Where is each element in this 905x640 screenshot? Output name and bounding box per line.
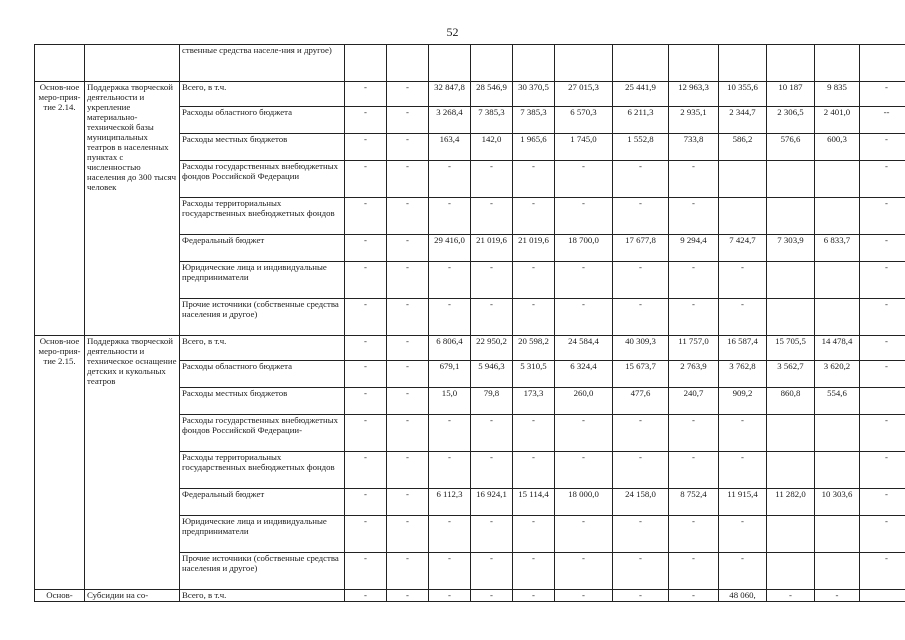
- cell-value: -: [860, 553, 905, 590]
- cell-value: -: [471, 198, 513, 235]
- cell-value: -: [429, 516, 471, 553]
- cell-value: -: [613, 415, 669, 452]
- cell-value: -: [860, 452, 905, 489]
- cell-value: -: [471, 262, 513, 299]
- cell-value: 1 552,8: [613, 134, 669, 161]
- cell-value: -: [387, 361, 429, 388]
- cell-value: -: [429, 415, 471, 452]
- cell-value: 2 401,0: [815, 107, 860, 134]
- cell-value: 6 324,4: [555, 361, 613, 388]
- cell-value: 21 019,6: [471, 235, 513, 262]
- cell-value: [767, 415, 815, 452]
- cell-value: [860, 45, 905, 82]
- cell-value: -: [429, 299, 471, 336]
- cell-value: 40 309,3: [613, 336, 669, 361]
- cell-value: 733,8: [669, 134, 719, 161]
- funding-source: Расходы территориальных государственных внебюджетных фондов: [180, 452, 345, 489]
- cell-value: -: [345, 489, 387, 516]
- cell-value: -: [513, 516, 555, 553]
- cell-value: 10 303,6: [815, 489, 860, 516]
- cell-value: 1 965,6: [513, 134, 555, 161]
- funding-source: Прочие источники (собственные средства населения и другое): [180, 553, 345, 590]
- cell-value: -: [555, 198, 613, 235]
- cell-value: -: [513, 262, 555, 299]
- cell-value: 15 705,5: [767, 336, 815, 361]
- cell-value: 24 584,4: [555, 336, 613, 361]
- cell-value: [345, 45, 387, 82]
- cell-value: -: [471, 415, 513, 452]
- funding-source: Всего, в т.ч.: [180, 82, 345, 107]
- cell-value: 15,0: [429, 388, 471, 415]
- cell-value: -: [669, 452, 719, 489]
- cell-value: 20 598,2: [513, 336, 555, 361]
- cell-value: 15 114,4: [513, 489, 555, 516]
- cell-value: -: [669, 516, 719, 553]
- cell-value: -: [860, 336, 905, 361]
- cell-value: 3 762,8: [719, 361, 767, 388]
- cell-value: -: [613, 452, 669, 489]
- cell-value: [669, 45, 719, 82]
- table-row: [35, 336, 905, 361]
- measure-title: Субсидии на со-: [85, 590, 180, 602]
- cell-value: 28 546,9: [471, 82, 513, 107]
- cell-value: -: [429, 262, 471, 299]
- cell-title: [85, 45, 180, 82]
- cell-value: 10 187: [767, 82, 815, 107]
- funding-source: Всего, в т.ч.: [180, 590, 345, 602]
- measure-title: Поддержка творческой деятельности и техническое оснащение детских и кукольных театров: [85, 336, 180, 590]
- cell-value: 7 303,9: [767, 235, 815, 262]
- measure-label: Основ-ное меро-прия-тие 2.15.: [35, 336, 85, 590]
- cell-value: -: [345, 452, 387, 489]
- cell-value: 2 306,5: [767, 107, 815, 134]
- cell-value: -: [860, 415, 905, 452]
- cell-value: -: [471, 516, 513, 553]
- cell-value: 2 344,7: [719, 107, 767, 134]
- cell-value: -: [387, 590, 429, 602]
- cell-value: -: [669, 198, 719, 235]
- cell-value: 477,6: [613, 388, 669, 415]
- funding-source: Расходы местных бюджетов: [180, 388, 345, 415]
- cell-value: -: [555, 415, 613, 452]
- cell-value: -: [613, 516, 669, 553]
- cell-value: 79,8: [471, 388, 513, 415]
- cell-value: 9 294,4: [669, 235, 719, 262]
- cell-value: [719, 45, 767, 82]
- cell-value: -: [860, 235, 905, 262]
- cell-value: -: [555, 262, 613, 299]
- cell-value: -: [429, 553, 471, 590]
- cell-value: [555, 45, 613, 82]
- cell-value: -: [513, 553, 555, 590]
- cell-value: [513, 45, 555, 82]
- cell-value: -: [860, 262, 905, 299]
- cell-value: 7 385,3: [471, 107, 513, 134]
- funding-source: Расходы государственных внебюджетных фондов Российской Федерации: [180, 161, 345, 198]
- cell-value: 11 915,4: [719, 489, 767, 516]
- table-row-partial: [35, 590, 905, 602]
- cell-value: [767, 299, 815, 336]
- cell-value: 163,4: [429, 134, 471, 161]
- cell-value: -: [860, 299, 905, 336]
- cell-value: 576,6: [767, 134, 815, 161]
- cell-value: -: [719, 516, 767, 553]
- cell-value: [767, 516, 815, 553]
- cell-value: 8 752,4: [669, 489, 719, 516]
- measure-label: Основ-: [35, 590, 85, 602]
- cell-value: 6 570,3: [555, 107, 613, 134]
- cell-value: -: [860, 82, 905, 107]
- cell-value: -: [387, 452, 429, 489]
- cell-value: 554,6: [815, 388, 860, 415]
- funding-source: Федеральный бюджет: [180, 489, 345, 516]
- funding-source: Расходы местных бюджетов: [180, 134, 345, 161]
- cell-value: -: [387, 161, 429, 198]
- cell-value: 30 370,5: [513, 82, 555, 107]
- cell-value: 1 745,0: [555, 134, 613, 161]
- cell-value: -: [669, 299, 719, 336]
- cell-value: -: [471, 299, 513, 336]
- cell-value: -: [613, 161, 669, 198]
- cell-value: -: [719, 262, 767, 299]
- cell-value: 17 677,8: [613, 235, 669, 262]
- cell-value: [815, 198, 860, 235]
- cell-value: -: [860, 516, 905, 553]
- cell-label: [35, 45, 85, 82]
- cell-value: 909,2: [719, 388, 767, 415]
- cell-value: -: [345, 553, 387, 590]
- cell-value: [767, 198, 815, 235]
- cell-value: -: [613, 553, 669, 590]
- cell-value: 260,0: [555, 388, 613, 415]
- cell-value: -: [513, 161, 555, 198]
- cell-value: 6 211,3: [613, 107, 669, 134]
- cell-value: 3 562,7: [767, 361, 815, 388]
- cell-value: -: [860, 161, 905, 198]
- cell-value: -: [387, 489, 429, 516]
- cell-value: -: [387, 262, 429, 299]
- cell-value: -: [387, 299, 429, 336]
- funding-source: Расходы государственных внебюджетных фондов Российской Федерации-: [180, 415, 345, 452]
- cell-value: -: [429, 161, 471, 198]
- table-row: [35, 82, 905, 107]
- cell-value: -: [555, 590, 613, 602]
- cell-value: 29 416,0: [429, 235, 471, 262]
- cell-value: 27 015,3: [555, 82, 613, 107]
- cell-value: -: [345, 235, 387, 262]
- cell-value: -: [555, 553, 613, 590]
- cell-value: -: [387, 336, 429, 361]
- cell-value: [815, 553, 860, 590]
- cell-value: -: [471, 553, 513, 590]
- cell-value: [613, 45, 669, 82]
- cell-value: 24 158,0: [613, 489, 669, 516]
- funding-source: Федеральный бюджет: [180, 235, 345, 262]
- cell-value: -: [555, 516, 613, 553]
- cell-value: [719, 198, 767, 235]
- cell-value: 18 700,0: [555, 235, 613, 262]
- cell-value: [767, 161, 815, 198]
- cell-value: 6 112,3: [429, 489, 471, 516]
- cell-value: -: [860, 198, 905, 235]
- page-number: 52: [446, 25, 459, 39]
- cell-value: -: [860, 134, 905, 161]
- cell-value: -: [387, 235, 429, 262]
- cell-value: [815, 415, 860, 452]
- cell-value: [815, 45, 860, 82]
- cell-value: -: [719, 299, 767, 336]
- cell-value: 5 310,5: [513, 361, 555, 388]
- cell-value: 21 019,6: [513, 235, 555, 262]
- funding-source: Расходы областного бюджета: [180, 361, 345, 388]
- cell-value: -: [345, 590, 387, 602]
- cell-value: 142,0: [471, 134, 513, 161]
- cell-value: -: [860, 489, 905, 516]
- cell-value: 6 806,4: [429, 336, 471, 361]
- cell-value: 16 924,1: [471, 489, 513, 516]
- cell-value: -: [513, 198, 555, 235]
- cell-value: -: [345, 388, 387, 415]
- cell-value: -: [860, 361, 905, 388]
- cell-value: -: [387, 415, 429, 452]
- cell-value: 586,2: [719, 134, 767, 161]
- cell-value: 2 935,1: [669, 107, 719, 134]
- cell-value: 5 946,3: [471, 361, 513, 388]
- cell-value: -: [387, 107, 429, 134]
- cell-value: -: [471, 452, 513, 489]
- cell-value: [815, 452, 860, 489]
- cell-value: 16 587,4: [719, 336, 767, 361]
- cell-source: ственные средства населе-ния и другое): [180, 45, 345, 82]
- cell-value: [429, 45, 471, 82]
- cell-value: -: [815, 590, 860, 602]
- cell-value: -: [669, 415, 719, 452]
- funding-source: Расходы территориальных государственных внебюджетных фондов: [180, 198, 345, 235]
- cell-value: 2 763,9: [669, 361, 719, 388]
- cell-value: [815, 262, 860, 299]
- funding-source: Расходы областного бюджета: [180, 107, 345, 134]
- measure-label: Основ-ное меро-прия-тие 2.14.: [35, 82, 85, 336]
- cell-value: -: [719, 415, 767, 452]
- funding-source: Прочие источники (собственные средства населения и другое): [180, 299, 345, 336]
- cell-value: -: [471, 590, 513, 602]
- cell-value: -: [669, 262, 719, 299]
- cell-value: 3 268,4: [429, 107, 471, 134]
- cell-value: 15 673,7: [613, 361, 669, 388]
- cell-value: [860, 388, 905, 415]
- cell-value: -: [387, 388, 429, 415]
- cell-value: -: [345, 262, 387, 299]
- cell-value: -: [429, 452, 471, 489]
- cell-value: -: [555, 161, 613, 198]
- cell-value: -: [345, 107, 387, 134]
- cell-value: 22 950,2: [471, 336, 513, 361]
- cell-value: -: [345, 336, 387, 361]
- cell-value: -: [345, 516, 387, 553]
- cell-value: -: [719, 452, 767, 489]
- cell-value: [767, 262, 815, 299]
- cell-value: -: [555, 452, 613, 489]
- cell-value: -: [669, 161, 719, 198]
- cell-value: 679,1: [429, 361, 471, 388]
- cell-value: [815, 516, 860, 553]
- cell-value: --: [860, 107, 905, 134]
- cell-value: -: [669, 590, 719, 602]
- cell-value: 7 424,7: [719, 235, 767, 262]
- cell-value: 240,7: [669, 388, 719, 415]
- cell-value: -: [345, 299, 387, 336]
- cell-value: 3 620,2: [815, 361, 860, 388]
- cell-value: [719, 161, 767, 198]
- cell-value: -: [345, 415, 387, 452]
- measure-title: Поддержка творческой деятельности и укрепление материально-технической базы муниципальных театров в населенных пунктах с численностью населения до 300 тысяч человек: [85, 82, 180, 336]
- cell-value: 10 355,6: [719, 82, 767, 107]
- funding-source: Юридические лица и индивидуальные предприниматели: [180, 516, 345, 553]
- cell-value: -: [613, 590, 669, 602]
- cell-value: -: [345, 361, 387, 388]
- table-row-continuation: [35, 45, 905, 82]
- cell-value: -: [387, 134, 429, 161]
- cell-value: 14 478,4: [815, 336, 860, 361]
- cell-value: -: [513, 415, 555, 452]
- cell-value: -: [613, 299, 669, 336]
- cell-value: 9 835: [815, 82, 860, 107]
- cell-value: [767, 553, 815, 590]
- cell-value: 18 000,0: [555, 489, 613, 516]
- cell-value: [860, 590, 905, 602]
- cell-value: 600,3: [815, 134, 860, 161]
- cell-value: -: [429, 198, 471, 235]
- cell-value: -: [387, 198, 429, 235]
- cell-value: [471, 45, 513, 82]
- cell-value: [815, 161, 860, 198]
- cell-value: 48 060,: [719, 590, 767, 602]
- cell-value: 7 385,3: [513, 107, 555, 134]
- cell-value: -: [513, 452, 555, 489]
- cell-value: -: [669, 553, 719, 590]
- cell-value: -: [513, 590, 555, 602]
- cell-value: 25 441,9: [613, 82, 669, 107]
- cell-value: -: [387, 82, 429, 107]
- cell-value: -: [387, 553, 429, 590]
- cell-value: [387, 45, 429, 82]
- funding-source: Юридические лица и индивидуальные предприниматели: [180, 262, 345, 299]
- cell-value: 12 963,3: [669, 82, 719, 107]
- cell-value: -: [387, 516, 429, 553]
- cell-value: -: [345, 198, 387, 235]
- cell-value: -: [767, 590, 815, 602]
- cell-value: 860,8: [767, 388, 815, 415]
- cell-value: [815, 299, 860, 336]
- cell-value: -: [513, 299, 555, 336]
- cell-value: -: [345, 82, 387, 107]
- cell-value: 173,3: [513, 388, 555, 415]
- cell-value: -: [471, 161, 513, 198]
- cell-value: -: [719, 553, 767, 590]
- cell-value: -: [613, 198, 669, 235]
- cell-value: [767, 45, 815, 82]
- cell-value: 11 757,0: [669, 336, 719, 361]
- cell-value: 6 833,7: [815, 235, 860, 262]
- cell-value: [767, 452, 815, 489]
- cell-value: -: [345, 161, 387, 198]
- budget-table: [34, 44, 905, 602]
- cell-value: -: [613, 262, 669, 299]
- funding-source: Всего, в т.ч.: [180, 336, 345, 361]
- cell-value: 11 282,0: [767, 489, 815, 516]
- cell-value: -: [429, 590, 471, 602]
- cell-value: 32 847,8: [429, 82, 471, 107]
- cell-value: -: [555, 299, 613, 336]
- cell-value: -: [345, 134, 387, 161]
